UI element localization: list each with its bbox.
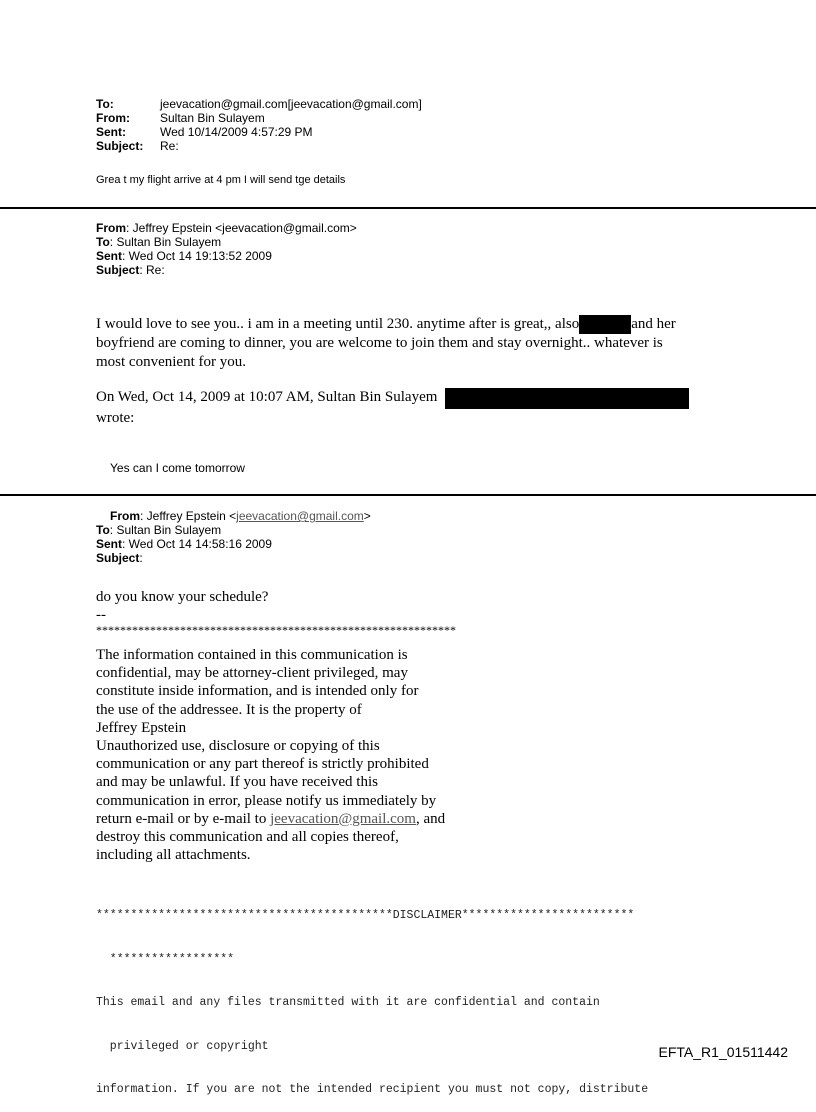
mono-line: information. If you are not the intended recipient you must not copy, distribute bbox=[96, 1083, 649, 1096]
sent-value: Wed 10/14/2009 4:57:29 PM bbox=[160, 125, 313, 139]
body-line: most convenient for you. bbox=[96, 354, 246, 370]
disclaimer-text-part: , and bbox=[415, 810, 446, 827]
subject-value: Re: bbox=[160, 139, 179, 153]
quoted-from-label: From bbox=[96, 221, 126, 235]
separator-line bbox=[0, 494, 816, 496]
body-line: boyfriend are coming to dinner, you are welcome to join them and stay overnight.. whatever is bbox=[96, 335, 663, 351]
quoted-sent-value: : Wed Oct 14 19:13:52 2009 bbox=[122, 249, 272, 263]
header-to-row bbox=[96, 97, 422, 111]
body-line bbox=[96, 315, 736, 334]
quoted-subject-label: Subject bbox=[96, 551, 140, 565]
quoted-to-row bbox=[96, 235, 357, 249]
disclaimer-line: Unauthorized use, disclosure or copying of this bbox=[96, 738, 380, 755]
quoted-from-label: From bbox=[110, 509, 140, 523]
message-1-body bbox=[96, 315, 736, 372]
quote-line bbox=[96, 388, 736, 409]
email-link[interactable]: jeevacation@gmail.com bbox=[270, 810, 416, 827]
quoted-to-row bbox=[96, 523, 371, 537]
subject-label: Subject: bbox=[96, 139, 144, 153]
quoted-to-value: : Sultan Bin Sulayem bbox=[109, 235, 222, 249]
quoted-header-1 bbox=[96, 221, 357, 277]
disclaimer-line: communication in error, please notify us immediately by bbox=[96, 792, 437, 809]
quoted-subject-row bbox=[96, 263, 357, 277]
to-value: jeevacation@gmail.com[jeevacation@gmail.com] bbox=[160, 97, 422, 111]
body-text: I would love to see you.. i am in a meeting until 230. anytime after is great,, also bbox=[96, 316, 580, 332]
disclaimer-line: destroy this communication and all copies thereof, bbox=[96, 829, 399, 846]
quoted-from-value: : Jeffrey Epstein <jeevacation@gmail.com> bbox=[126, 221, 357, 235]
quoted-sent-row bbox=[96, 537, 371, 551]
header-from-row bbox=[96, 111, 422, 125]
quoted-to-label: To bbox=[96, 235, 110, 249]
separator-line bbox=[0, 207, 816, 209]
disclaimer-line: confidential, may be attorney-client privileged, may bbox=[96, 665, 408, 682]
quoted-subject-value: : bbox=[139, 551, 143, 565]
from-value: Sultan Bin Sulayem bbox=[160, 111, 265, 125]
message-2-body bbox=[96, 588, 456, 637]
quote-attribution bbox=[96, 388, 736, 428]
disclaimer-text-part: return e-mail or by e-mail to bbox=[96, 810, 271, 827]
disclaimer-line: and may be unlawful. If you have received this bbox=[96, 774, 378, 791]
mono-line: This email and any files transmitted with it are confidential and contain bbox=[96, 996, 600, 1009]
email-header bbox=[96, 97, 422, 153]
email-link[interactable]: jeevacation@gmail.com bbox=[236, 509, 364, 523]
quote-text: On Wed, Oct 14, 2009 at 10:07 AM, Sultan Bin Sulayem bbox=[96, 389, 442, 405]
disclaimer-line: including all attachments. bbox=[96, 847, 251, 864]
disclaimer-line: Jeffrey Epstein bbox=[96, 719, 187, 736]
quoted-from-suffix: > bbox=[363, 509, 371, 523]
quoted-from-value: : Jeffrey Epstein < bbox=[140, 509, 237, 523]
mono-line: ****************** bbox=[96, 952, 235, 966]
header-subject-row bbox=[96, 139, 422, 153]
to-label: To: bbox=[96, 97, 114, 111]
disclaimer-line bbox=[96, 810, 516, 828]
monospace-disclaimer bbox=[96, 880, 648, 1112]
quoted-sent-label: Sent bbox=[96, 537, 123, 551]
quoted-subject-label: Subject bbox=[96, 263, 140, 277]
quoted-header-2 bbox=[96, 509, 371, 565]
stars-line: ************************************************************ bbox=[96, 623, 456, 637]
quoted-subject-row bbox=[96, 551, 371, 565]
quoted-to-label: To bbox=[96, 523, 110, 537]
reply-text: Yes can I come tomorrow bbox=[110, 461, 245, 475]
redaction-block bbox=[579, 315, 631, 334]
quoted-subject-value: : Re: bbox=[139, 263, 165, 277]
disclaimer-text bbox=[96, 646, 516, 864]
quote-line: wrote: bbox=[96, 410, 135, 426]
mono-line: *******************************************DISCLAIMER************************* bbox=[96, 909, 635, 922]
disclaimer-line: The information contained in this communication is bbox=[96, 647, 408, 663]
redaction-block bbox=[445, 388, 689, 409]
disclaimer-line: constitute inside information, and is intended only for bbox=[96, 683, 419, 700]
body-line: do you know your schedule? bbox=[96, 589, 269, 605]
from-label: From: bbox=[96, 111, 130, 125]
quoted-from-row bbox=[96, 509, 371, 523]
disclaimer-line: communication or any part thereof is strictly prohibited bbox=[96, 756, 429, 773]
signature-dashes: -- bbox=[96, 607, 106, 623]
header-sent-row bbox=[96, 125, 422, 139]
quoted-sent-row bbox=[96, 249, 357, 263]
body-text: and her bbox=[631, 316, 676, 332]
quoted-from-row bbox=[96, 221, 357, 235]
mono-line: privileged or copyright bbox=[96, 1039, 269, 1053]
document-id: EFTA_R1_01511442 bbox=[658, 1044, 788, 1060]
disclaimer-line: the use of the addressee. It is the property of bbox=[96, 701, 362, 718]
top-message-body: Grea t my flight arrive at 4 pm I will send tge details bbox=[96, 174, 346, 186]
quoted-sent-value: : Wed Oct 14 14:58:16 2009 bbox=[122, 537, 272, 551]
quoted-to-value: : Sultan Bin Sulayem bbox=[109, 523, 222, 537]
quoted-sent-label: Sent bbox=[96, 249, 123, 263]
sent-label: Sent: bbox=[96, 125, 126, 139]
